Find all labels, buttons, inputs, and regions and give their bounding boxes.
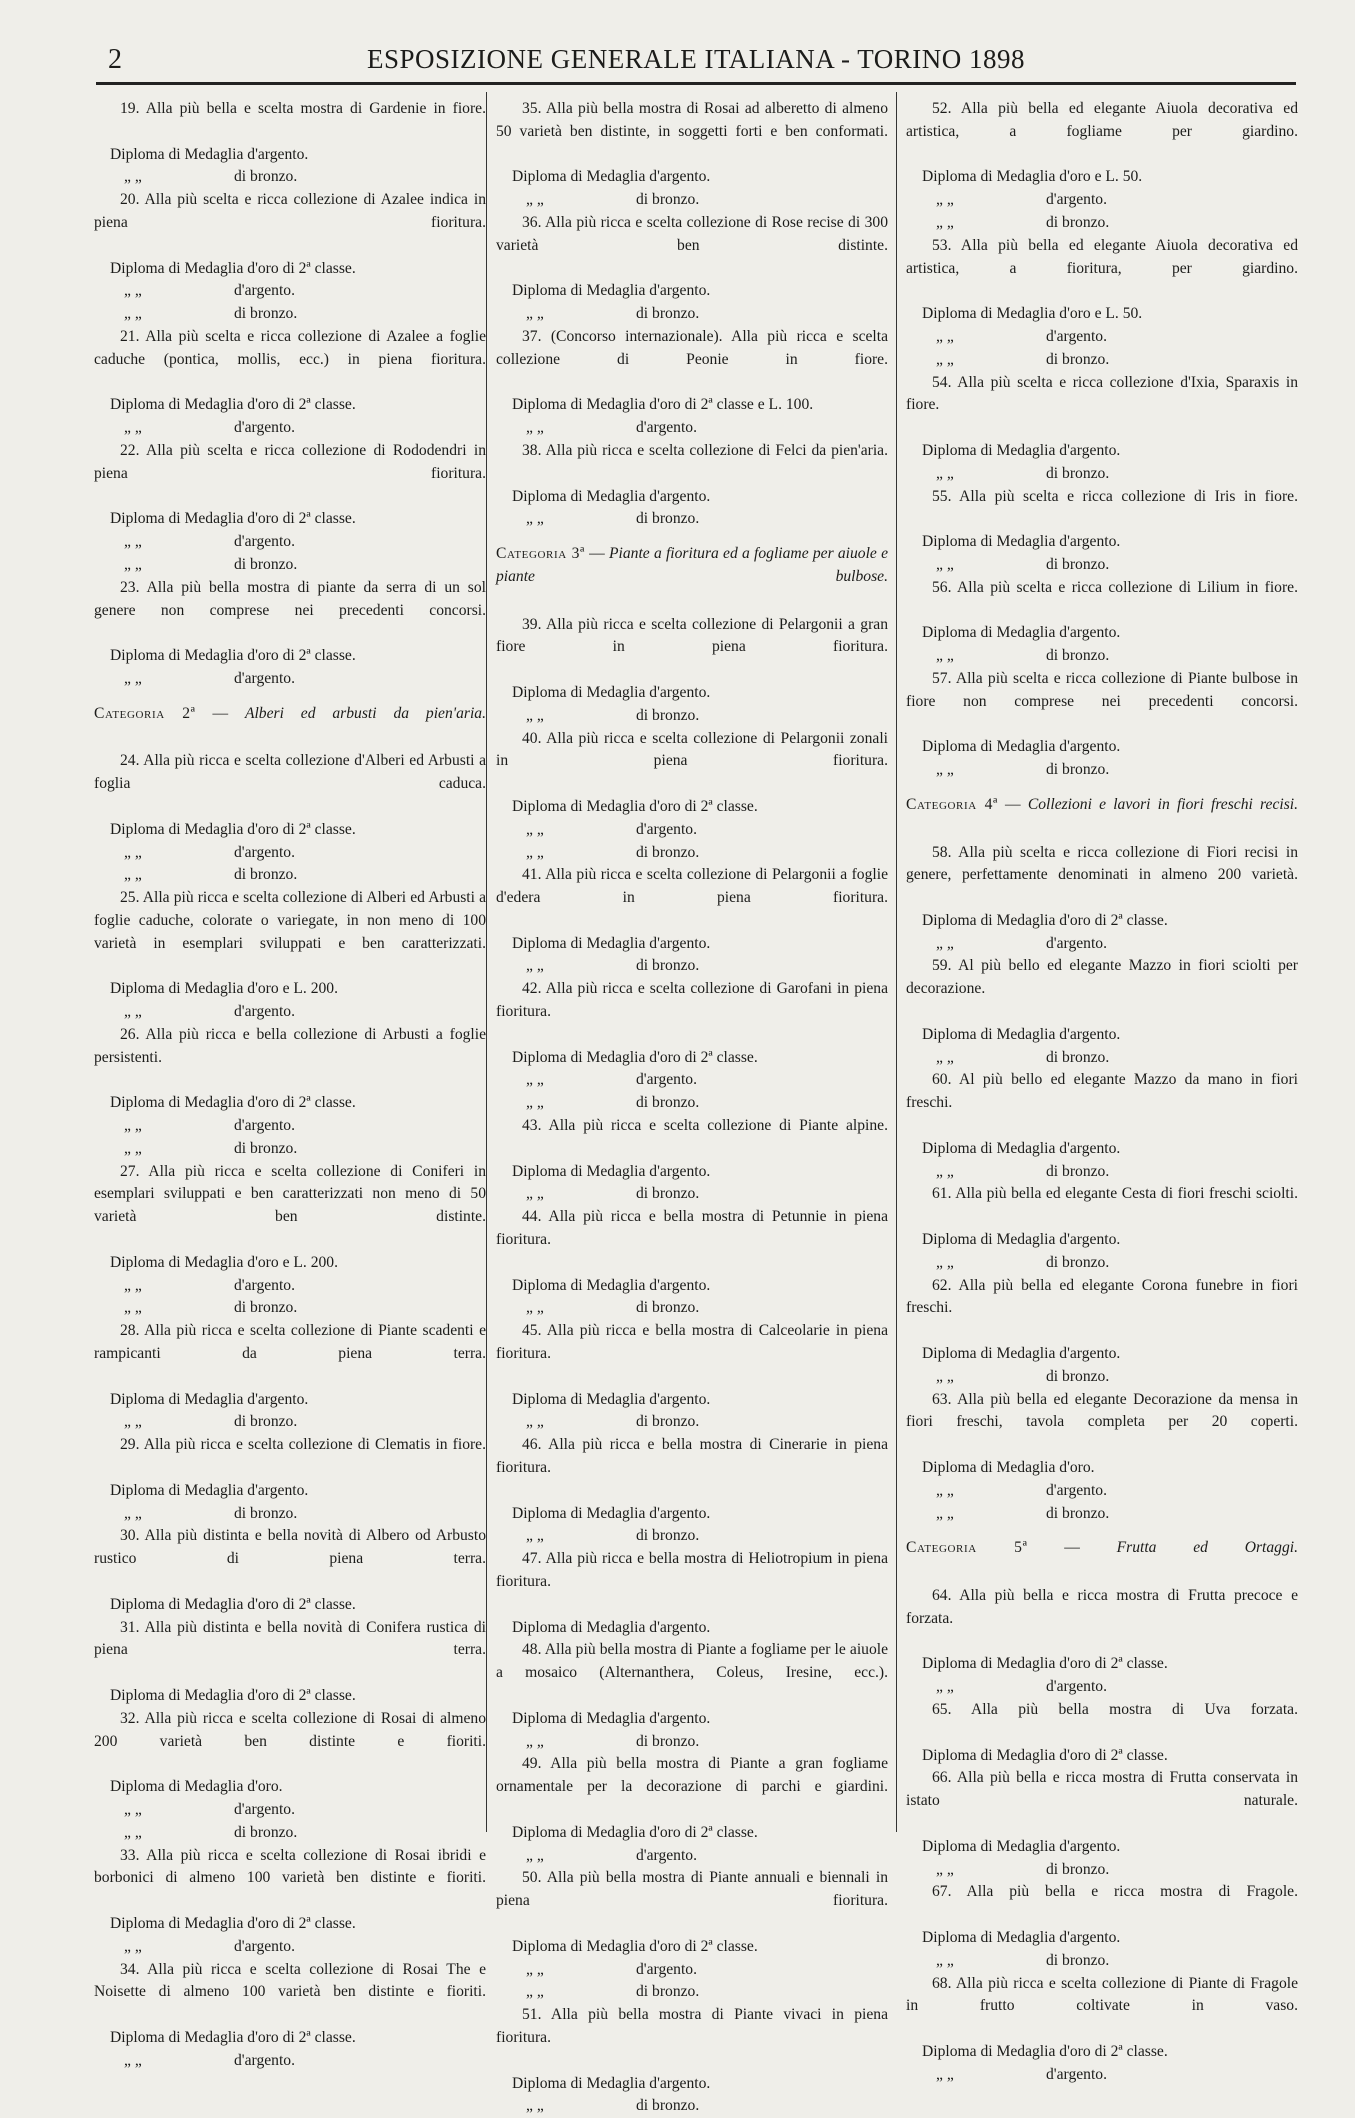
ditto-marks: „ „ (936, 761, 954, 779)
award-line: Diploma di Medaglia d'oro di 2ª classe. (110, 259, 356, 277)
award-medal: di bronzo. (636, 1527, 700, 1545)
ditto-marks: „ „ (124, 2051, 142, 2069)
ditto-marks: „ „ (124, 1299, 142, 1317)
award-line: Diploma di Medaglia d'oro di 2ª classe. (922, 1655, 1168, 1673)
category-title: Piante a fioritura ed a fogliame per aiuole e piante bulbose. (496, 545, 888, 585)
award-ditto-line (94, 1936, 486, 1959)
award-ditto-line (496, 1525, 888, 1548)
award-medal: di bronzo. (636, 2097, 700, 2115)
award-medal: d'argento. (636, 1846, 697, 1864)
award-line: Diploma di Medaglia d'argento. (512, 487, 711, 505)
award-medal: d'argento. (1046, 934, 1107, 952)
competition-entry: 43. Alla più ricca e scelta collezione di Piante alpine. (522, 1117, 888, 1135)
award-medal: di bronzo. (1046, 1951, 1110, 1969)
award-ditto-line (496, 417, 888, 440)
award-medal: di bronzo. (234, 305, 298, 323)
award-medal: d'argento. (234, 1937, 295, 1955)
ditto-marks: „ „ (936, 1162, 954, 1180)
ditto-marks: „ „ (526, 1527, 544, 1545)
ditto-marks: „ „ (936, 1048, 954, 1066)
competition-entry: 31. Alla più distinta e bella novità di Conifera rustica di piena terra. (94, 1618, 486, 1659)
award-medal: d'argento. (234, 669, 295, 687)
ditto-marks: „ „ (526, 843, 544, 861)
competition-entry: 32. Alla più ricca e scelta collezione di Rosai di almeno 200 varietà ben distinte e fioriti. (94, 1709, 486, 1750)
competition-entry: 62. Alla più bella ed elegante Corona funebre in fiori freschi. (906, 1276, 1298, 1317)
award-line: Diploma di Medaglia d'argento. (922, 1345, 1121, 1363)
category-label: Categoria 3ª (496, 545, 585, 563)
award-medal: di bronzo. (234, 555, 298, 573)
category-dash: — (997, 795, 1028, 813)
ditto-marks: „ „ (526, 1071, 544, 1089)
award-line: Diploma di Medaglia d'oro. (110, 1778, 283, 1796)
competition-entry: 49. Alla più bella mostra di Piante a gran fogliame ornamentale per la decorazione di parchi e giardini. (496, 1755, 888, 1796)
ditto-marks: „ „ (526, 1846, 544, 1864)
competition-entry: 53. Alla più bella ed elegante Aiuola decorativa ed artistica, a fioritura, per giardino. (906, 236, 1298, 277)
ditto-marks: „ „ (124, 1800, 142, 1818)
header-rule (96, 82, 1296, 85)
award-ditto-line (906, 212, 1298, 235)
category-title: Frutta ed Ortaggi. (1116, 1539, 1299, 1557)
ditto-marks: „ „ (936, 1367, 954, 1385)
competition-entry: 42. Alla più ricca e scelta collezione di Garofani in piena fioritura. (496, 980, 888, 1021)
award-ditto-line (496, 1411, 888, 1434)
award-ditto-line (496, 1959, 888, 1982)
award-medal: di bronzo. (636, 1185, 700, 1203)
competition-entry: 61. Alla più bella ed elegante Cesta di fiori freschi sciolti. (932, 1185, 1298, 1203)
award-medal: di bronzo. (1046, 1048, 1110, 1066)
ditto-marks: „ „ (936, 464, 954, 482)
award-ditto-line (906, 463, 1298, 486)
ditto-marks: „ „ (124, 419, 142, 437)
award-line: Diploma di Medaglia d'oro di 2ª classe. (110, 2028, 356, 2046)
award-medal: d'argento. (234, 533, 295, 551)
award-line: Diploma di Medaglia d'oro di 2ª classe. (110, 820, 356, 838)
ditto-marks: „ „ (936, 555, 954, 573)
award-line: Diploma di Medaglia d'oro di 2ª classe. (512, 1937, 758, 1955)
award-medal: di bronzo. (1046, 464, 1110, 482)
competition-entry: 25. Alla più ricca e scelta collezione di Alberi ed Arbusti a foglie caduche, colorate o variegate, in non meno di 100 varietà in esemplari sviluppati e ben caratterizzati. (94, 889, 486, 952)
column-divider-left (486, 92, 487, 1832)
award-medal: di bronzo. (1046, 213, 1110, 231)
award-line: Diploma di Medaglia d'oro di 2ª classe. (110, 1686, 356, 1704)
column-1 (94, 98, 486, 2073)
award-line: Diploma di Medaglia d'argento. (110, 145, 309, 163)
award-ditto-line (496, 508, 888, 531)
award-ditto-line (94, 280, 486, 303)
competition-entry: 34. Alla più ricca e scelta collezione di Rosai The e Noisette di almeno 100 varietà ben distinte e fioriti. (94, 1960, 486, 2001)
column-3 (906, 98, 1298, 2087)
award-medal: di bronzo. (234, 1413, 298, 1431)
category-label: Categoria 2ª (94, 704, 196, 722)
award-line: Diploma di Medaglia d'argento. (512, 934, 711, 952)
ditto-marks: „ „ (124, 1003, 142, 1021)
award-medal: d'argento. (636, 1960, 697, 1978)
award-medal: di bronzo. (636, 1732, 700, 1750)
ditto-marks: „ „ (124, 168, 142, 186)
competition-entry: 30. Alla più distinta e bella novità di Albero od Arbusto rustico di piena terra. (94, 1527, 486, 1568)
competition-entry: 20. Alla più scelta e ricca collezione di Azalee indica in piena fioritura. (94, 191, 486, 231)
competition-entry: 19. Alla più bella e scelta mostra di Gardenie in fiore. (120, 100, 486, 117)
competition-entry: 60. Al più bello ed elegante Mazzo da mano in fiori freschi. (906, 1071, 1298, 1112)
award-medal: di bronzo. (636, 843, 700, 861)
award-medal: di bronzo. (234, 1139, 298, 1157)
award-line: Diploma di Medaglia d'argento. (512, 1709, 711, 1727)
award-medal: di bronzo. (1046, 555, 1110, 573)
award-line: Diploma di Medaglia d'argento. (922, 1928, 1121, 1946)
award-medal: d'argento. (636, 820, 697, 838)
award-ditto-line (94, 1411, 486, 1434)
award-ditto-line (906, 349, 1298, 372)
award-line: Diploma di Medaglia d'oro di 2ª classe. (922, 1746, 1168, 1764)
competition-entry: 56. Alla più scelta e ricca collezione di Lilium in fiore. (932, 578, 1298, 596)
ditto-marks: „ „ (936, 1481, 954, 1499)
award-medal: di bronzo. (1046, 1162, 1110, 1180)
award-line: Diploma di Medaglia d'argento. (512, 1618, 711, 1636)
ditto-marks: „ „ (124, 1504, 142, 1522)
award-medal: d'argento. (1046, 191, 1107, 209)
award-medal: d'argento. (234, 843, 295, 861)
ditto-marks: „ „ (936, 213, 954, 231)
award-medal: di bronzo. (636, 305, 700, 323)
award-line: Diploma di Medaglia d'oro di 2ª classe. (512, 1048, 758, 1066)
award-ditto-line (906, 1366, 1298, 1389)
award-ditto-line (906, 554, 1298, 577)
award-ditto-line (906, 1676, 1298, 1699)
award-line: Diploma di Medaglia d'argento. (512, 168, 711, 186)
award-line: Diploma di Medaglia d'argento. (922, 738, 1121, 756)
award-line: Diploma di Medaglia d'oro di 2ª classe. (922, 911, 1168, 929)
award-ditto-line (94, 417, 486, 440)
column-divider-right (896, 92, 897, 1832)
award-ditto-line (94, 166, 486, 189)
award-ditto-line (94, 1822, 486, 1845)
competition-entry: 23. Alla più bella mostra di piante da serra di un sol genere non comprese nei precedenti concorsi. (94, 578, 486, 619)
ditto-marks: „ „ (124, 1117, 142, 1135)
award-line: Diploma di Medaglia d'oro di 2ª classe. (110, 1595, 356, 1613)
ditto-marks: „ „ (124, 305, 142, 323)
award-ditto-line (496, 1981, 888, 2004)
award-ditto-line (94, 303, 486, 326)
ditto-marks: „ „ (936, 191, 954, 209)
award-line: Diploma di Medaglia d'oro di 2ª classe. (922, 2042, 1168, 2060)
award-line: Diploma di Medaglia d'argento. (512, 1162, 711, 1180)
award-line: Diploma di Medaglia d'argento. (512, 1276, 711, 1294)
running-title: ESPOSIZIONE GENERALE ITALIANA - TORINO 1898 (366, 44, 1026, 74)
ditto-marks: „ „ (936, 327, 954, 345)
award-ditto-line (94, 531, 486, 554)
competition-entry: 28. Alla più ricca e scelta collezione di Piante scadenti e rampicanti da piena terra. (94, 1322, 486, 1363)
ditto-marks: „ „ (526, 706, 544, 724)
page-number: 2 (108, 44, 122, 75)
award-ditto-line (496, 1731, 888, 1754)
award-ditto-line (906, 933, 1298, 956)
competition-entry: 51. Alla più bella mostra di Piante vivaci in piena fioritura. (496, 2006, 888, 2046)
ditto-marks: „ „ (124, 282, 142, 300)
ditto-marks: „ „ (526, 957, 544, 975)
award-medal: di bronzo. (636, 1299, 700, 1317)
competition-entry: 21. Alla più scelta e ricca collezione di Azalee a foglie caduche (pontica, mollis, ecc.) in piena fioritura. (94, 327, 486, 368)
award-ditto-line (906, 189, 1298, 212)
ditto-marks: „ „ (936, 934, 954, 952)
award-ditto-line (906, 1047, 1298, 1070)
award-line: Diploma di Medaglia d'oro e L. 200. (110, 1253, 339, 1271)
award-ditto-line (496, 1845, 888, 1868)
ditto-marks: „ „ (124, 555, 142, 573)
award-line: Diploma di Medaglia d'argento. (922, 1139, 1121, 1157)
ditto-marks: „ „ (936, 350, 954, 368)
award-line: Diploma di Medaglia d'argento. (922, 1231, 1121, 1249)
category-heading (496, 543, 888, 611)
competition-entry: 59. Al più bello ed elegante Mazzo in fiori sciolti per decorazione. (906, 957, 1298, 998)
competition-entry: 24. Alla più ricca e scelta collezione d'Alberi ed Arbusti a foglia caduca. (94, 752, 486, 793)
award-line: Diploma di Medaglia d'argento. (512, 1390, 711, 1408)
ditto-marks: „ „ (526, 419, 544, 437)
ditto-marks: „ „ (936, 1253, 954, 1271)
award-ditto-line (496, 189, 888, 212)
award-medal: di bronzo. (234, 168, 298, 186)
competition-entry: 29. Alla più ricca e scelta collezione di Clematis in fiore. (120, 1436, 486, 1454)
award-line: Diploma di Medaglia d'oro di 2ª classe. (110, 1914, 356, 1932)
award-medal: d'argento. (234, 2051, 295, 2069)
competition-entry: 46. Alla più ricca e bella mostra di Cinerarie in piena fioritura. (496, 1436, 888, 1477)
award-medal: d'argento. (234, 1276, 295, 1294)
page-header (96, 40, 1296, 76)
ditto-marks: „ „ (124, 669, 142, 687)
column-2 (496, 98, 888, 2118)
competition-entry: 26. Alla più ricca e bella collezione di Arbusti a foglie persistenti. (94, 1025, 486, 1066)
competition-entry: 58. Alla più scelta e ricca collezione di Fiori recisi in genere, perfettamente denominati in almeno 200 varietà. (906, 843, 1298, 884)
competition-entry: 64. Alla più bella e ricca mostra di Frutta precoce e forzata. (906, 1587, 1298, 1627)
award-ditto-line (94, 554, 486, 577)
award-ditto-line (496, 1297, 888, 1320)
ditto-marks: „ „ (124, 1937, 142, 1955)
award-ditto-line (94, 2050, 486, 2073)
ditto-marks: „ „ (124, 866, 142, 884)
award-medal: d'argento. (1046, 1481, 1107, 1499)
ditto-marks: „ „ (936, 1860, 954, 1878)
award-medal: d'argento. (1046, 2065, 1107, 2083)
award-line: Diploma di Medaglia d'oro e L. 50. (922, 305, 1143, 323)
award-medal: d'argento. (234, 419, 295, 437)
award-medal: di bronzo. (1046, 1860, 1110, 1878)
competition-entry: 48. Alla più bella mostra di Piante a fogliame per le aiuole a mosaico (Alternanthera, Coleus, Iresine, ecc.). (496, 1641, 888, 1682)
award-line: Diploma di Medaglia d'oro e L. 200. (110, 980, 339, 998)
award-line: Diploma di Medaglia d'oro di 2ª classe e L. 100. (512, 396, 814, 414)
ditto-marks: „ „ (124, 533, 142, 551)
competition-entry: 27. Alla più ricca e scelta collezione di Coniferi in esemplari sviluppati e ben caratterizzati non meno di 50 varietà ben distinte. (94, 1162, 486, 1226)
ditto-marks: „ „ (526, 1185, 544, 1203)
award-medal: di bronzo. (1046, 350, 1110, 368)
award-medal: di bronzo. (636, 706, 700, 724)
award-medal: d'argento. (636, 1071, 697, 1089)
award-ditto-line (94, 842, 486, 865)
competition-entry: 35. Alla più bella mostra di Rosai ad alberetto di almeno 50 varietà ben distinte, in soggetti forti e ben conformati. (496, 100, 888, 140)
award-line: Diploma di Medaglia d'oro di 2ª classe. (110, 1094, 356, 1112)
ditto-marks: „ „ (936, 1504, 954, 1522)
ditto-marks: „ „ (124, 1823, 142, 1841)
competition-entry: 65. Alla più bella mostra di Uva forzata. (932, 1700, 1298, 1718)
award-line: Diploma di Medaglia d'oro e L. 50. (922, 168, 1143, 186)
ditto-marks: „ „ (124, 843, 142, 861)
competition-entry: 66. Alla più bella e ricca mostra di Frutta conservata in istato naturale. (906, 1769, 1298, 1810)
award-medal: d'argento. (234, 282, 295, 300)
category-dash: — (195, 704, 245, 722)
award-line: Diploma di Medaglia d'oro di 2ª classe. (512, 1823, 758, 1841)
award-ditto-line (906, 645, 1298, 668)
award-line: Diploma di Medaglia d'argento. (922, 533, 1121, 551)
category-heading (906, 1537, 1298, 1583)
award-ditto-line (496, 842, 888, 865)
ditto-marks: „ „ (526, 1732, 544, 1750)
award-ditto-line (906, 1859, 1298, 1882)
competition-entry: 37. (Concorso internazionale). Alla più ricca e scelta collezione di Peonie in fiore. (496, 327, 888, 368)
award-line: Diploma di Medaglia d'oro. (922, 1459, 1095, 1477)
award-medal: di bronzo. (636, 1094, 700, 1112)
category-heading (906, 794, 1298, 840)
ditto-marks: „ „ (526, 1413, 544, 1431)
category-heading (94, 703, 486, 749)
ditto-marks: „ „ (526, 2097, 544, 2115)
ditto-marks: „ „ (124, 1413, 142, 1431)
award-line: Diploma di Medaglia d'oro di 2ª classe. (512, 797, 758, 815)
award-ditto-line (496, 955, 888, 978)
award-ditto-line (94, 864, 486, 887)
competition-entry: 68. Alla più ricca e scelta collezione di Piante di Fragole in frutto coltivate in vaso. (906, 1974, 1298, 2015)
award-ditto-line (496, 303, 888, 326)
ditto-marks: „ „ (936, 2065, 954, 2083)
award-medal: d'argento. (636, 419, 697, 437)
award-line: Diploma di Medaglia d'oro di 2ª classe. (110, 647, 356, 665)
competition-entry: 55. Alla più scelta e ricca collezione di Iris in fiore. (932, 487, 1298, 505)
competition-entry: 67. Alla più bella e ricca mostra di Fragole. (932, 1883, 1298, 1901)
ditto-marks: „ „ (124, 1139, 142, 1157)
award-ditto-line (906, 1252, 1298, 1275)
award-line: Diploma di Medaglia d'argento. (512, 1504, 711, 1522)
ditto-marks: „ „ (936, 647, 954, 665)
ditto-marks: „ „ (526, 305, 544, 323)
award-medal: di bronzo. (1046, 1367, 1110, 1385)
award-ditto-line (496, 819, 888, 842)
ditto-marks: „ „ (526, 820, 544, 838)
award-medal: di bronzo. (636, 957, 700, 975)
award-line: Diploma di Medaglia d'argento. (512, 282, 711, 300)
award-medal: d'argento. (234, 1800, 295, 1818)
award-ditto-line (906, 759, 1298, 782)
award-ditto-line (496, 705, 888, 728)
award-ditto-line (496, 1092, 888, 1115)
competition-entry: 47. Alla più ricca e bella mostra di Heliotropium in piena fioritura. (496, 1550, 888, 1590)
award-line: Diploma di Medaglia d'argento. (922, 624, 1121, 642)
ditto-marks: „ „ (526, 191, 544, 209)
ditto-marks: „ „ (526, 1983, 544, 2001)
award-line: Diploma di Medaglia d'argento. (922, 441, 1121, 459)
ditto-marks: „ „ (526, 1094, 544, 1112)
award-medal: di bronzo. (636, 191, 700, 209)
competition-entry: 39. Alla più ricca e scelta collezione di Pelargonii a gran fiore in piena fioritura. (496, 615, 888, 656)
competition-entry: 36. Alla più ricca e scelta collezione di Rose recise di 300 varietà ben distinte. (496, 213, 888, 254)
ditto-marks: „ „ (124, 1276, 142, 1294)
award-ditto-line (94, 1275, 486, 1298)
award-line: Diploma di Medaglia d'oro di 2ª classe. (110, 396, 356, 414)
award-ditto-line (906, 1161, 1298, 1184)
award-medal: d'argento. (234, 1117, 295, 1135)
award-line: Diploma di Medaglia d'argento. (110, 1390, 309, 1408)
competition-entry: 40. Alla più ricca e scelta collezione di Pelargonii zonali in piena fioritura. (496, 729, 888, 770)
competition-entry: 63. Alla più bella ed elegante Decorazione da mensa in fiori freschi, tavola completa per 20 coperti. (906, 1390, 1298, 1431)
competition-entry: 57. Alla più scelta e ricca collezione di Piante bulbose in fiore non comprese nei precedenti concorsi. (906, 669, 1298, 710)
competition-entry: 38. Alla più ricca e scelta collezione di Felci da pien'aria. (522, 441, 888, 459)
competition-entry: 50. Alla più bella mostra di Piante annuali e biennali in piena fioritura. (496, 1869, 888, 1910)
ditto-marks: „ „ (526, 510, 544, 528)
award-line: Diploma di Medaglia d'oro di 2ª classe. (110, 510, 356, 528)
award-medal: di bronzo. (234, 1823, 298, 1841)
award-ditto-line (906, 1503, 1298, 1526)
award-line: Diploma di Medaglia d'argento. (922, 1025, 1121, 1043)
competition-entry: 45. Alla più ricca e bella mostra di Calceolarie in piena fioritura. (496, 1322, 888, 1363)
award-ditto-line (94, 1297, 486, 1320)
award-ditto-line (906, 1480, 1298, 1503)
award-ditto-line (94, 1001, 486, 1024)
award-ditto-line (94, 1115, 486, 1138)
award-medal: di bronzo. (234, 1299, 298, 1317)
award-medal: di bronzo. (1046, 1253, 1110, 1271)
award-ditto-line (94, 1138, 486, 1161)
award-ditto-line (94, 1799, 486, 1822)
category-label: Categoria 4ª (906, 795, 998, 813)
award-ditto-line (496, 1183, 888, 1206)
award-line: Diploma di Medaglia d'argento. (922, 1837, 1121, 1855)
competition-entry: 54. Alla più scelta e ricca collezione d'Ixia, Sparaxis in fiore. (906, 373, 1298, 414)
award-medal: d'argento. (1046, 1678, 1107, 1696)
award-ditto-line (906, 326, 1298, 349)
category-title: Alberi ed arbusti da pien'aria. (244, 704, 487, 722)
award-ditto-line (906, 1950, 1298, 1973)
award-ditto-line (496, 2095, 888, 2118)
competition-entry: 41. Alla più ricca e scelta collezione di Pelargonii a foglie d'edera in piena fioritura. (496, 866, 888, 907)
award-medal: di bronzo. (636, 1413, 700, 1431)
competition-entry: 44. Alla più ricca e bella mostra di Petunnie in piena fioritura. (496, 1208, 888, 1249)
award-medal: di bronzo. (234, 1504, 298, 1522)
ditto-marks: „ „ (526, 1299, 544, 1317)
award-medal: di bronzo. (1046, 647, 1110, 665)
category-dash: — (1027, 1539, 1117, 1557)
award-medal: di bronzo. (636, 510, 700, 528)
award-medal: di bronzo. (234, 866, 298, 884)
category-dash: — (584, 545, 609, 563)
award-ditto-line (906, 2064, 1298, 2087)
award-line: Diploma di Medaglia d'argento. (110, 1481, 309, 1499)
award-medal: d'argento. (234, 1003, 295, 1021)
award-ditto-line (496, 1069, 888, 1092)
category-label: Categoria 5ª (906, 1539, 1028, 1557)
ditto-marks: „ „ (936, 1951, 954, 1969)
ditto-marks: „ „ (936, 1678, 954, 1696)
competition-entry: 33. Alla più ricca e scelta collezione di Rosai ibridi e borbonici di almeno 100 varietà ben distinte e fioriti. (94, 1846, 486, 1887)
competition-entry: 52. Alla più bella ed elegante Aiuola decorativa ed artistica, a fogliame per giardino. (906, 100, 1298, 140)
award-ditto-line (94, 1503, 486, 1526)
award-medal: d'argento. (1046, 327, 1107, 345)
award-medal: di bronzo. (1046, 761, 1110, 779)
competition-entry: 22. Alla più scelta e ricca collezione di Rododendri in piena fioritura. (94, 441, 486, 482)
category-title: Collezioni e lavori in fiori freschi recisi. (1027, 795, 1298, 813)
award-line: Diploma di Medaglia d'argento. (512, 2074, 711, 2092)
award-medal: di bronzo. (636, 1983, 700, 2001)
award-ditto-line (94, 668, 486, 691)
award-medal: di bronzo. (1046, 1504, 1110, 1522)
award-line: Diploma di Medaglia d'argento. (512, 683, 711, 701)
ditto-marks: „ „ (526, 1960, 544, 1978)
